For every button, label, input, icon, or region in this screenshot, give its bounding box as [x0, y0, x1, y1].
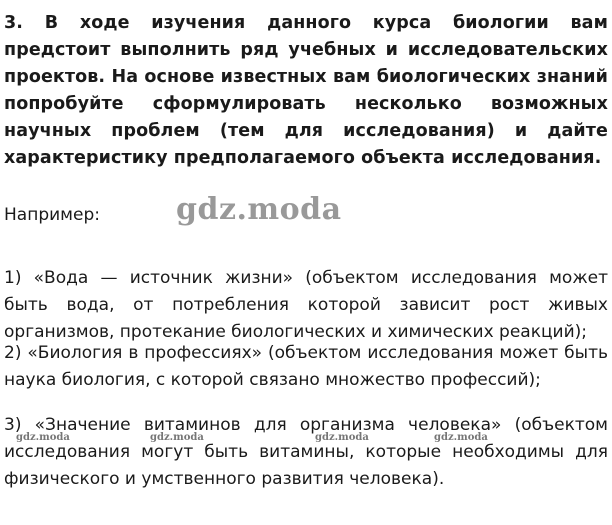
watermark-small-1: gdz.moda	[16, 432, 70, 443]
answer-item-1: 1) «Вода — источник жизни» (объектом исследования может быть вода, от потребления которой зависит рост живых организмов, протекание биологических и химических реакций);	[4, 268, 608, 342]
watermark-logo: gdz.moda	[176, 192, 342, 227]
answer-item-3: 3) «Значение витаминов для организма человека» (объектом исследования могут быть витамины, которые необходимы для физического и умственного развития человека).	[4, 415, 608, 489]
answer-intro: Например:	[4, 205, 100, 225]
watermark-small-4: gdz.moda	[434, 432, 488, 443]
watermark-small-3: gdz.moda	[315, 432, 369, 443]
watermark-small-2: gdz.moda	[150, 432, 204, 443]
answer-item-2: 2) «Биология в профессиях» (объектом исследования может быть наука биология, с которой связано множество профессий);	[4, 343, 608, 390]
task-statement: 3. В ходе изучения данного курса биологии вам предстоит выполнить ряд учебных и исследовательских проектов. На основе известных вам биологических знаний попробуйте сформулировать несколько возможных научных проблем (тем для исследования) и дайте характеристику предполагаемого объекта исследования.	[4, 13, 608, 168]
